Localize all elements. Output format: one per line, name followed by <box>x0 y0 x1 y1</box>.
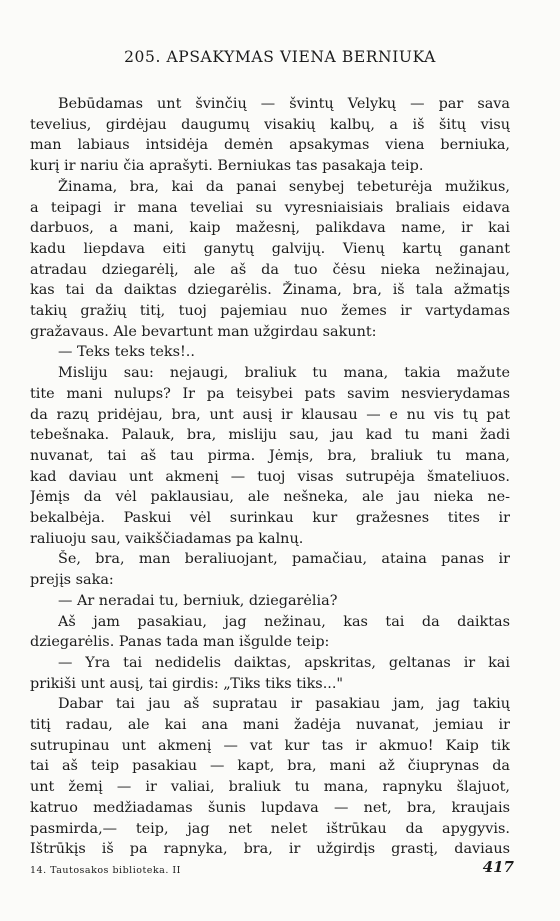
text-line: katruo medžiadamas šunis lupdava — net, bra, kraujais <box>30 800 510 816</box>
footer-signature: 14. Tautosakos biblioteka. II <box>30 865 181 876</box>
text-line: dziegarėlis. Panas tada man išgulde teip: <box>30 634 330 650</box>
text-line: titį radau, ale kai ana mani žadėja nuvanat, jemiau ir <box>30 717 510 733</box>
text-line: tevelius, girdėjau daugumų visakių kalbų, a iš šitų visų <box>30 117 510 133</box>
text-line: raliuoju sau, vaikščiadamas pa kalnų. <box>30 531 304 547</box>
story-title: 205. APSAKYMAS VIENA BERNIUKA <box>124 48 436 66</box>
text-line: — Yra tai nedidelis daiktas, apskritas, geltanas ir kai <box>58 655 510 671</box>
text-line: bekalbėja. Paskui vėl surinkau kur gražesnes tites ir <box>30 510 510 526</box>
text-line: takių gražių titį, tuoj pajemiau nuo žemes ir vartydamas <box>30 303 510 319</box>
text-line: Jėmįs da vėl paklausiau, ale nešneka, ale jau nieka ne- <box>30 489 510 505</box>
text-line: Žinama, bra, kai da panai senybej tebeturėja mužikus, <box>58 179 510 195</box>
text-line: tai aš teip pasakiau — kapt, bra, mani až čiuprynas da <box>30 758 510 774</box>
text-line: Aš jam pasakiau, jag nežinau, kas tai da daiktas <box>58 614 510 630</box>
text-line: Bebūdamas unt švinčių — švintų Velykų — par sava <box>58 96 510 112</box>
page-number: 417 <box>482 858 514 876</box>
text-line: kadu liepdava eiti ganytų galvijų. Vienų kartų ganant <box>30 241 510 257</box>
text-line: a teipagi ir mana teveliai su vyresniaisiais braliais eidava <box>30 200 510 216</box>
text-line: — Teks teks teks!.. <box>58 344 195 360</box>
text-line: atradau dziegarėlį, ale aš da tuo čėsu nieka nežinajau, <box>30 262 510 278</box>
text-line: prikiši unt ausį, tai girdis: „Tiks tiks tiks..." <box>30 676 344 692</box>
text-line: prejįs saka: <box>30 572 114 588</box>
text-line: Še, bra, man beraliuojant, pamačiau, ataina panas ir <box>58 551 510 567</box>
text-line: nuvanat, tai aš tau pirma. Jėmįs, bra, braliuk tu mana, <box>30 448 510 464</box>
text-line: unt žemį — ir valiai, braliuk tu mana, rapnyku šlajuot, <box>30 779 510 795</box>
text-line: Misliju sau: nejaugi, braliuk tu mana, takia mažute <box>58 365 510 381</box>
text-line: gražavaus. Ale bevartunt man užgirdau sakunt: <box>30 324 377 340</box>
text-line: kurį ir nariu čia aprašyti. Berniukas tas pasakaja teip. <box>30 158 424 174</box>
text-line: pasmirda,— teip, jag net nelet ištrūkau da apygyvis. <box>30 821 510 837</box>
text-line: kas tai da daiktas dziegarėlis. Žinama, bra, iš tala ažmatįs <box>30 282 510 298</box>
text-line: darbuos, a mani, kaip mažesnį, palikdava name, ir kai <box>30 220 510 236</box>
text-line: Dabar tai jau aš supratau ir pasakiau jam, jag takių <box>58 696 510 712</box>
text-line: tebešnaka. Palauk, bra, misliju sau, jau kad tu mani žadi <box>30 427 510 443</box>
text-line: man labiaus intsidėja demėn apsakymas viena berniuka, <box>30 137 510 153</box>
text-line: Ištrūkįs iš pa rapnyka, bra, ir užgirdįs grastį, daviaus <box>30 841 510 857</box>
text-line: tite mani nulups? Ir pa teisybei pats savim nesvierydamas <box>30 386 510 402</box>
text-line: — Ar neradai tu, berniuk, dziegarėlia? <box>58 593 338 609</box>
text-line: da razų pridėjau, bra, unt ausį ir klausau — e nu vis tų pat <box>30 407 510 423</box>
text-line: kad daviau unt akmenį — tuoj visas sutrupėja šmateliuos. <box>30 469 510 485</box>
text-line: sutrupinau unt akmenį — vat kur tas ir akmuo! Kaip tik <box>30 738 510 754</box>
